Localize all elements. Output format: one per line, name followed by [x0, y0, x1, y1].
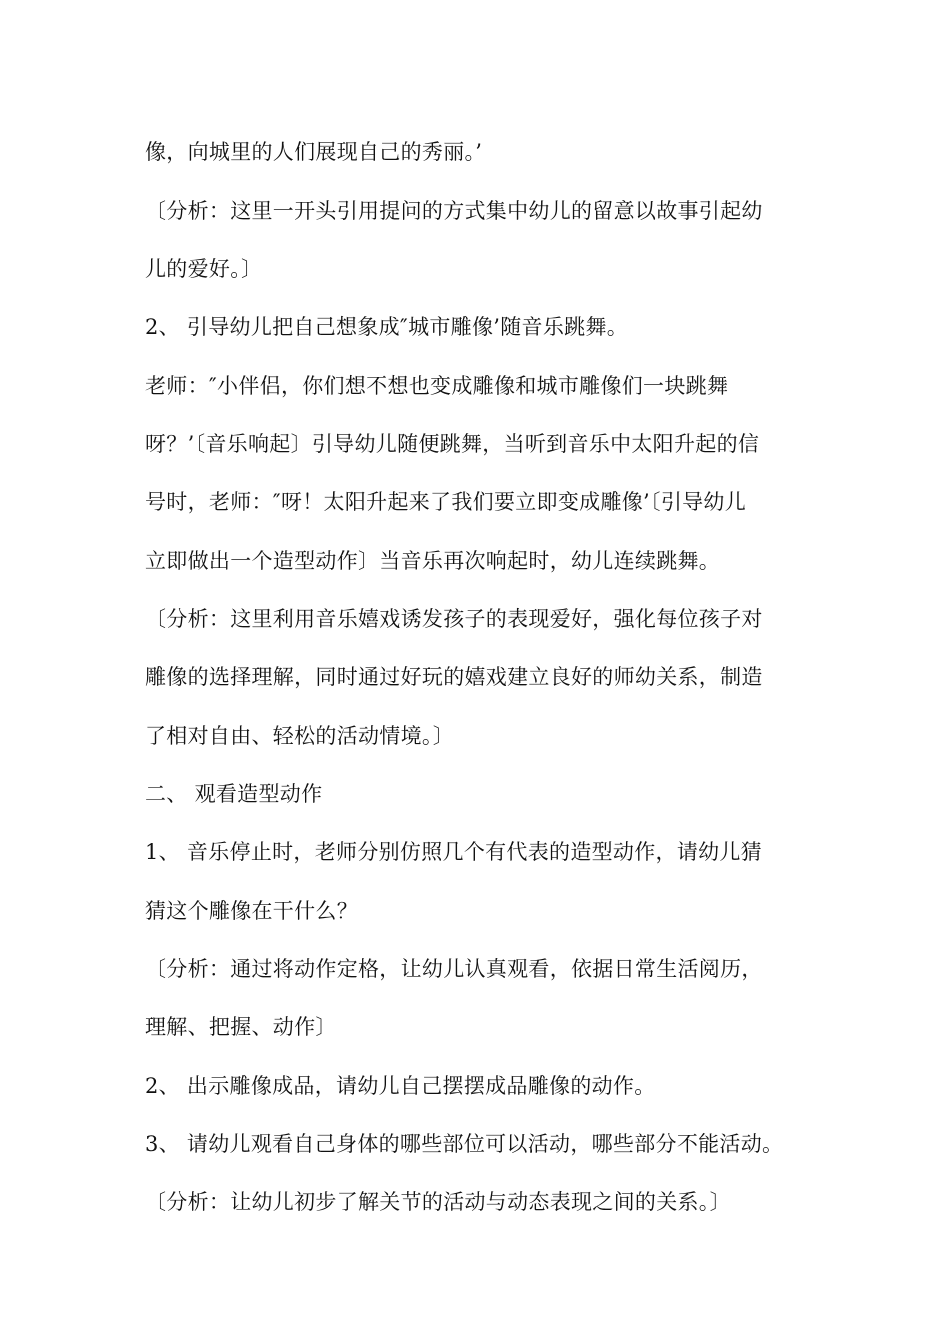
- analysis-line: 〔分析：通过将动作定格，让幼儿认真观看，依据日常生活阅历，: [145, 957, 763, 981]
- text-line: 号时，老师：″呀！太阳升起来了我们要立即变成雕像’〔引导幼儿: [145, 490, 747, 514]
- text-line: 立即做出一个造型动作〕当音乐再次响起时，幼儿连续跳舞。: [145, 549, 721, 573]
- analysis-line: 儿的爱好。〕: [145, 257, 263, 281]
- text-line: 猜这个雕像在干什么？: [145, 899, 358, 923]
- analysis-line: 理解、把握、动作〕: [145, 1015, 337, 1039]
- section-heading: 二、 观看造型动作: [145, 782, 323, 806]
- text-line: 像，向城里的人们展现自己的秀丽。’: [145, 140, 483, 164]
- step-heading: 2、 引导幼儿把自己想象成″城市雕像’随音乐跳舞。: [145, 315, 629, 339]
- analysis-line: 〔分析：让幼儿初步了解关节的活动与动态表现之间的关系。〕: [145, 1190, 731, 1214]
- analysis-line: 〔分析：这里利用音乐嬉戏诱发孩子的表现爱好，强化每位孩子对: [145, 607, 763, 631]
- text-line: 呀？’〔音乐响起〕引导幼儿随便跳舞，当听到音乐中太阳升起的信: [145, 432, 760, 456]
- analysis-line: 了相对自由、轻松的活动情境。〕: [145, 724, 454, 748]
- step-heading: 2、 出示雕像成品，请幼儿自己摆摆成品雕像的动作。: [145, 1074, 656, 1098]
- step-heading: 3、 请幼儿观看自己身体的哪些部位可以活动，哪些部分不能活动。: [145, 1132, 784, 1156]
- step-heading: 1、 音乐停止时，老师分别仿照几个有代表的造型动作，请幼儿猜: [145, 840, 763, 864]
- analysis-line: 〔分析：这里一开头引用提问的方式集中幼儿的留意以故事引起幼: [145, 199, 763, 223]
- text-line: 老师：″小伴侣，你们想不想也变成雕像和城市雕像们一块跳舞: [145, 374, 729, 398]
- analysis-line: 雕像的选择理解，同时通过好玩的嬉戏建立良好的师幼关系，制造: [145, 665, 763, 689]
